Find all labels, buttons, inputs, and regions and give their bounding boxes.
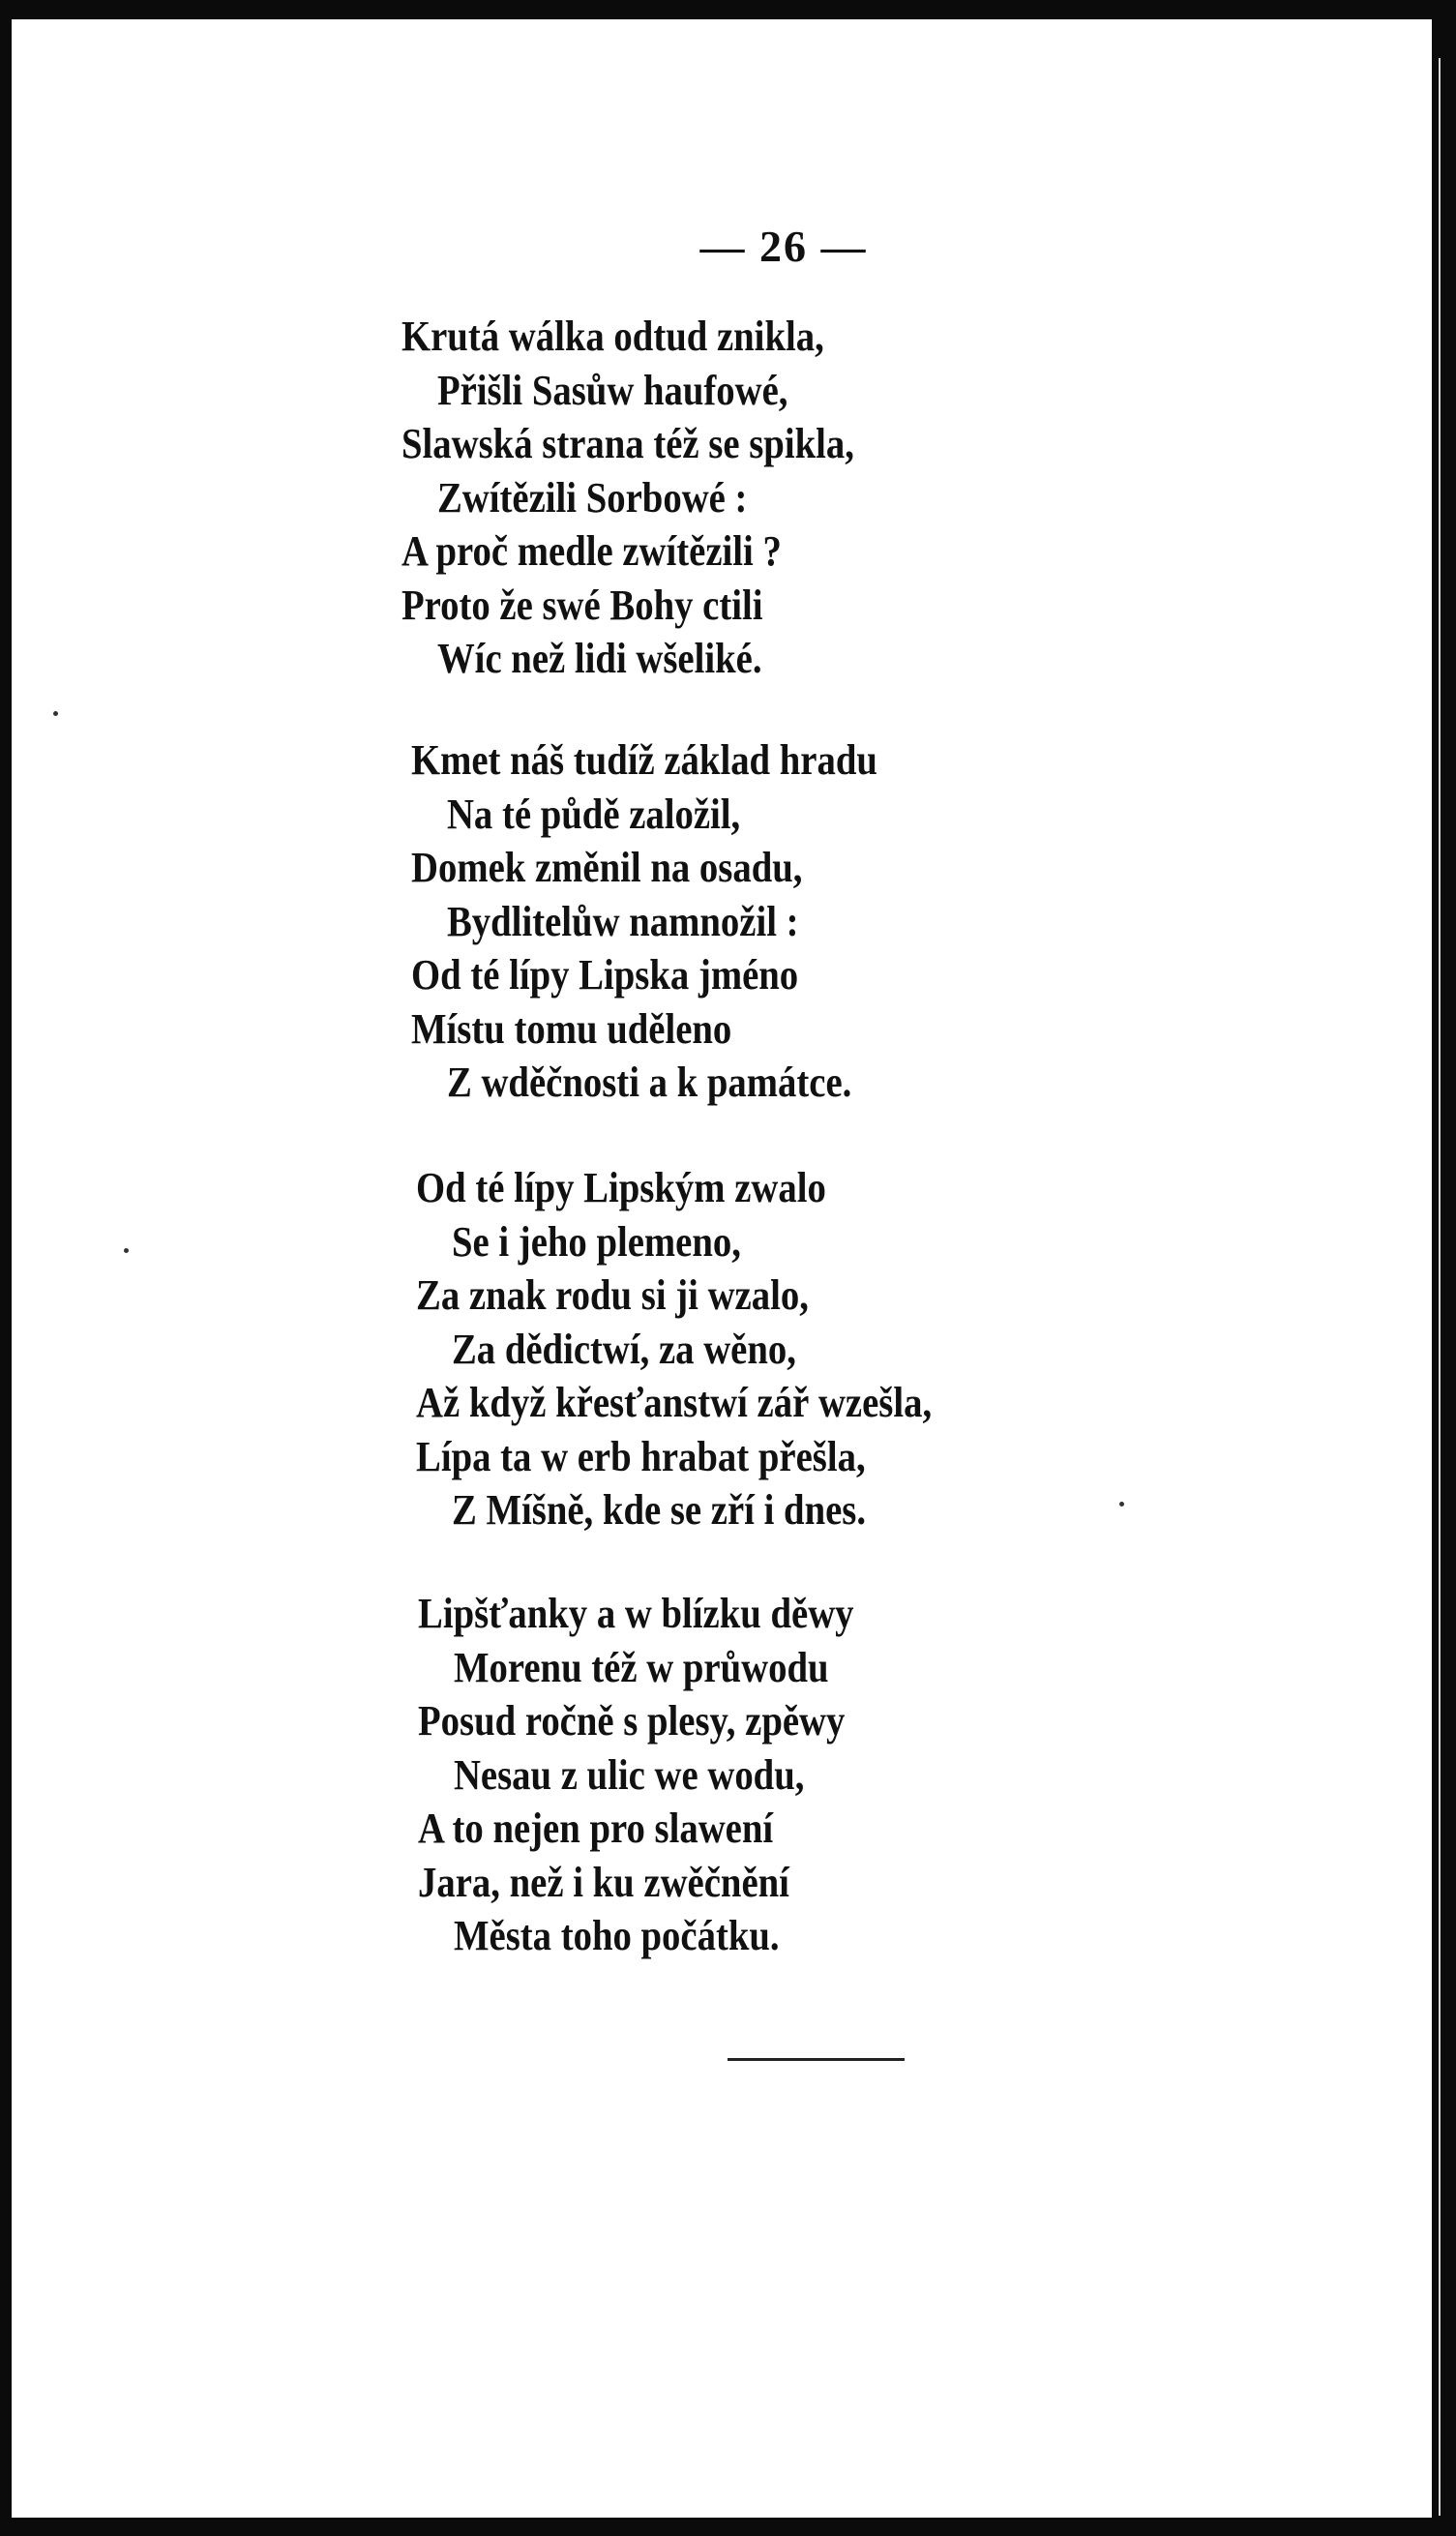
page-edge-line [1439, 58, 1441, 2516]
verse-line: Až když křesťanstwí zář wzešla, [416, 1379, 933, 1426]
verse-line: Morenu též w průwodu [453, 1643, 829, 1691]
verse-line: Jara, než i ku zwěčnění [418, 1858, 789, 1906]
verse-line: Za znak rodu si ji wzalo, [416, 1271, 809, 1319]
verse-line: Se i jeho plemeno, [451, 1217, 741, 1266]
verse-line: Wíc než lidi wšeliké. [436, 635, 762, 682]
verse-line: A to nejen pro slawení [418, 1805, 774, 1852]
verse-line: Od té lípy Lipským zwalo [416, 1164, 826, 1211]
stanza-3 [416, 1161, 1002, 1537]
verse-line: Na té půdě založil, [446, 790, 741, 838]
verse-line: Kmet náš tudíž základ hradu [411, 736, 877, 784]
verse-line: A proč medle zwítězili ? [401, 527, 782, 575]
verse-line: Proto že swé Bohy ctili [401, 581, 763, 629]
stanza-2 [411, 733, 941, 1110]
verse-line: Slawská strana též se spikla, [401, 420, 854, 467]
verse-line: Krutá wálka odtud znikla, [401, 313, 824, 360]
scan-speck [1119, 1502, 1124, 1507]
verse-line: Města toho počátku. [453, 1912, 780, 1959]
stanza-4 [418, 1587, 913, 1963]
end-rule [728, 2058, 905, 2061]
verse-line: Zwítězili Sorbowé : [436, 473, 748, 522]
verse-line: Domek změnil na osadu, [411, 844, 803, 891]
verse-line: Lípa ta w erb hrabat přešla, [416, 1432, 866, 1480]
scan-speck [124, 1248, 129, 1253]
verse-line: Bydlitelůw namnožil : [446, 897, 799, 945]
verse-line: Přišli Sasůw haufowé, [436, 366, 788, 414]
verse-line: Posud ročně s plesy, zpěwy [418, 1697, 846, 1745]
scan-border [1432, 0, 1456, 2536]
verse-line: Za dědictwí, za wěno, [451, 1325, 796, 1373]
verse-line: Z wděčnosti a k památce. [446, 1059, 852, 1106]
page-number: — 26 — [699, 222, 868, 271]
verse-line: Lipšťanky a w blízku děwy [418, 1590, 854, 1637]
scan-speck [53, 711, 58, 716]
verse-line: Od té lípy Lipska jméno [411, 951, 799, 999]
stanza-1 [401, 310, 916, 686]
verse-line: Nesau z ulic we wodu, [453, 1750, 805, 1799]
verse-line: Místu tomu uděleno [411, 1004, 732, 1053]
verse-line: Z Míšně, kde se zří i dnes. [451, 1486, 867, 1534]
